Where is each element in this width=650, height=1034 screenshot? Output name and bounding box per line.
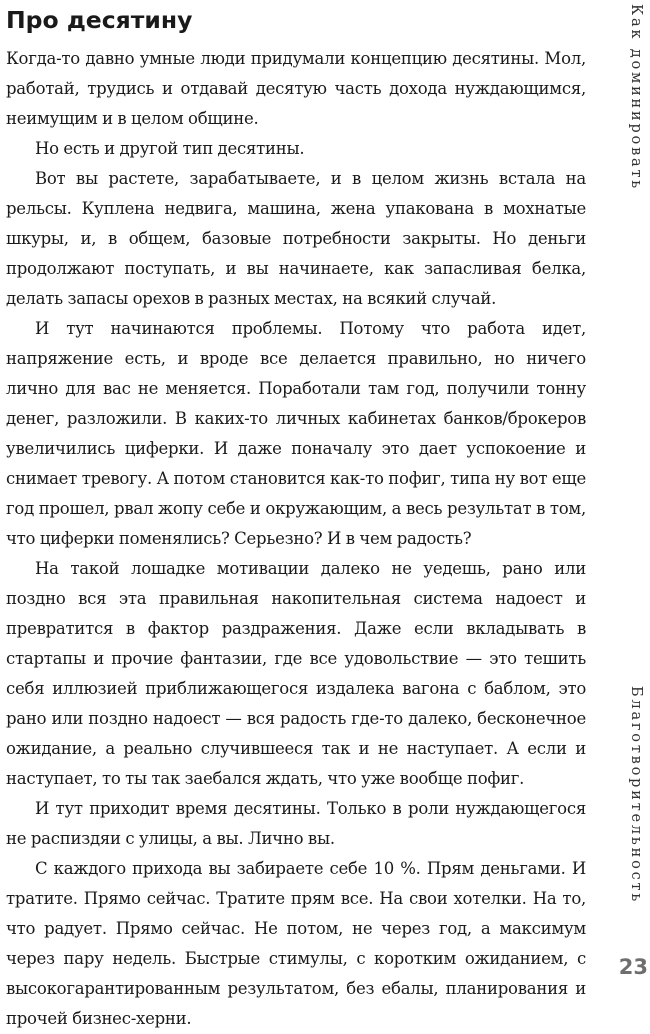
paragraph: И тут начинаются проблемы. Потому что работа идет, напряжение есть, и вроде все делается правильно, но ничего лично для вас не меняется. Поработали там год, получили тонну денег, разложили. В каких-то личных кабинетах банков/брокеров увеличились циферки. И даже поначалу это дает успокоение и снимает тревогу. А потом становится как-то пофиг, типа ну вот еще год прошел, рвал жопу себе и окружающим, а весь результат в том, что циферки поменялись? Серьезно? И в чем радость?: [6, 319, 586, 548]
body-text: [6, 44, 586, 1034]
paragraph: И тут приходит время десятины. Только в роли нуждающегося не распиздяи с улицы, а вы. Лично вы.: [6, 799, 586, 848]
running-title: Как доминировать: [628, 4, 644, 192]
page-number: 23: [618, 955, 648, 979]
section-title: Благотворительность: [628, 686, 644, 905]
chapter-heading: Про десятину: [6, 6, 193, 34]
paragraph: Вот вы растете, зарабатываете, и в целом жизнь встала на рельсы. Куплена недвига, машина, жена упакована в мохнатые шкуры, и, в общем, базовые потребности закрыты. Но деньги продолжают поступать, и вы начинаете, как запасливая белка, делать запасы орехов в разных местах, на всякий случай.: [6, 169, 586, 308]
page-content: [6, 0, 586, 1034]
paragraph: С каждого прихода вы забираете себе 10 %. Прям деньгами. И тратите. Прямо сейчас. Тратите прям все. На свои хотелки. На то, что радует. Прямо сейчас. Не потом, не через год, а максимум через пару недель. Быстрые стимулы, с коротким ожиданием, с высокогарантированным результатом, без ебалы, планирования и прочей бизнес-херни.: [6, 859, 586, 1028]
paragraph: На такой лошадке мотивации далеко не уедешь, рано или поздно вся эта правильная накопительная система надоест и превратится в фактор раздражения. Даже если вкладывать в стартапы и прочие фантазии, где все удовольствие — это тешить себя иллюзией приближающегося издалека вагона с баблом, это рано или поздно надоест — вся радость где-то далеко, бесконечное ожидание, а реально случившееся так и не наступает. А если и наступает, то ты так заебался ждать, что уже вообще пофиг.: [6, 559, 586, 788]
paragraph: Когда-то давно умные люди придумали концепцию десятины. Мол, работай, трудись и отдавай десятую часть дохода нуждающимся, неимущим и в целом общине.: [6, 49, 586, 128]
paragraph: Но есть и другой тип десятины.: [35, 139, 305, 158]
